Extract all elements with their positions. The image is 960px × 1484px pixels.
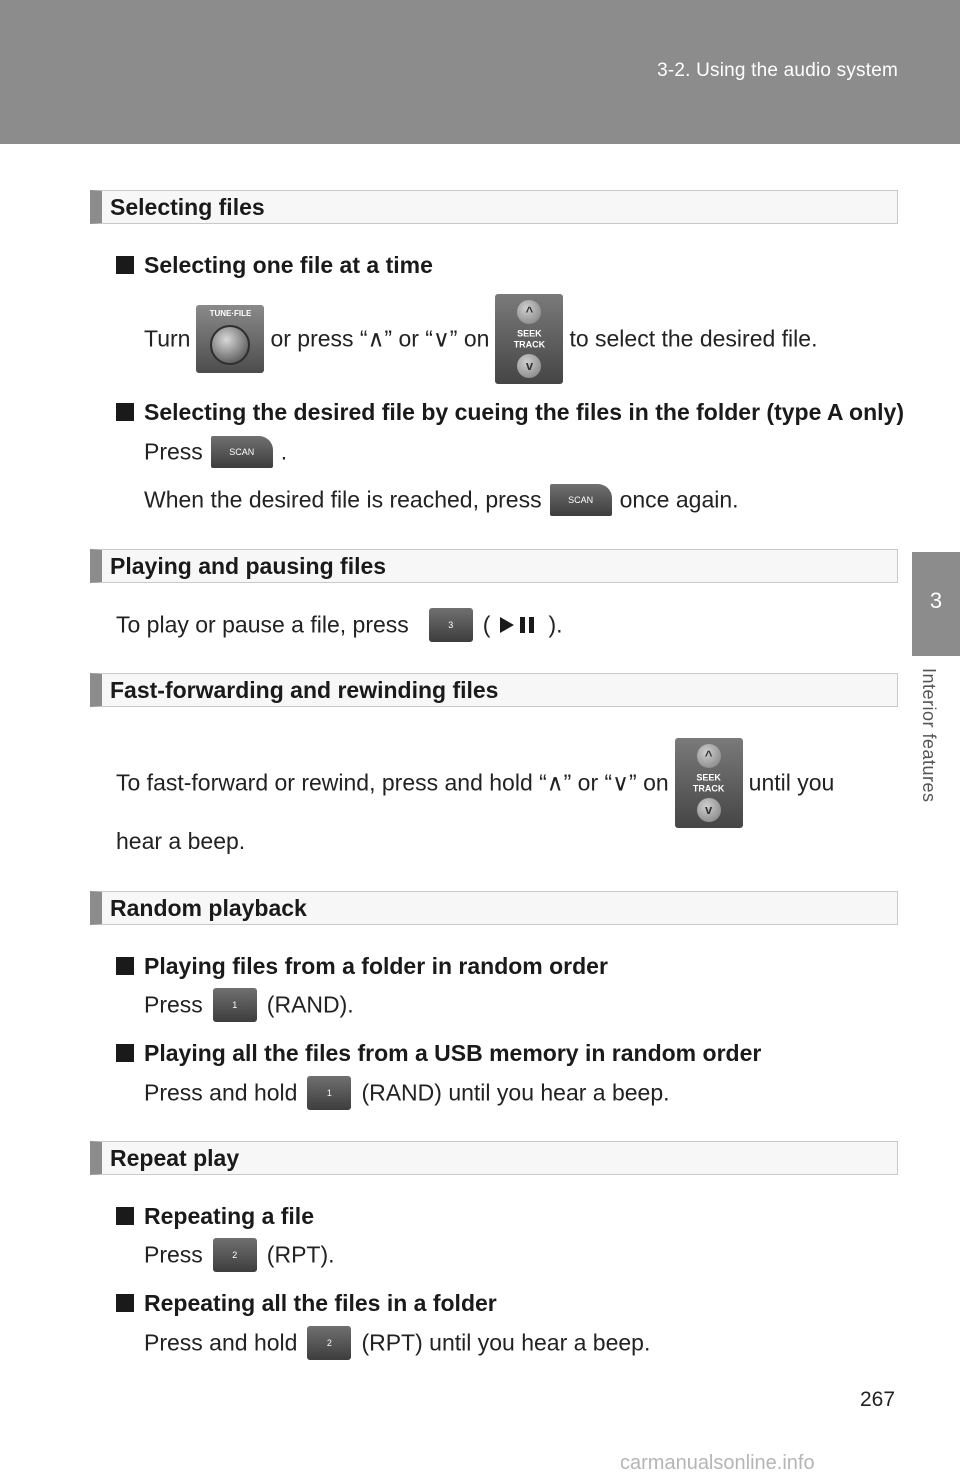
section-title: Fast-forwarding and rewinding files <box>110 677 499 703</box>
instruction-text: or press “∧” or “∨” on <box>270 325 490 352</box>
play-pause-icon <box>496 614 542 636</box>
instruction-text: (RPT). <box>266 1241 335 1268</box>
instruction-text: until you <box>748 769 835 796</box>
instruction-text: Press <box>144 1241 203 1268</box>
subheading-one-file <box>116 252 433 279</box>
section-selecting-files <box>90 190 898 224</box>
header-title: 3-2. Using the audio system <box>657 60 898 81</box>
preset-1-button-icon: 1 <box>213 988 257 1022</box>
preset-2-button-icon: 2 <box>213 1238 257 1272</box>
subheading-text: Repeating a file <box>144 1203 314 1229</box>
seek-track-button-icon <box>495 294 563 384</box>
instruction-rand-hold <box>144 1076 670 1110</box>
subheading-text: Selecting the desired file by cueing the files in the folder (type A only) <box>144 399 904 425</box>
section-title: Playing and pausing files <box>110 553 387 579</box>
tune-file-knob-icon <box>196 305 264 373</box>
instruction-text: Press <box>144 991 203 1018</box>
instruction-text: To play or pause a file, press <box>116 611 409 638</box>
subheading-random-usb <box>116 1040 761 1067</box>
subheading-repeat-folder <box>116 1290 497 1317</box>
seek-track-label: SEEK TRACK <box>513 328 546 350</box>
instruction-text: once again. <box>619 486 739 513</box>
instruction-rpt <box>144 1238 335 1272</box>
watermark: carmanualsonline.info <box>620 1452 815 1474</box>
instruction-play-pause <box>116 608 563 642</box>
section-title: Random playback <box>110 895 307 921</box>
knob-label: TUNE·FILE <box>209 309 252 318</box>
section-fast-forward-rewind <box>90 673 898 707</box>
page-number: 267 <box>860 1388 896 1411</box>
section-playing-pausing <box>90 549 898 583</box>
instruction-scan-again <box>144 484 739 516</box>
instruction-press-scan <box>144 436 287 468</box>
square-bullet-icon <box>116 1044 134 1062</box>
instruction-text: to select the desired file. <box>569 325 818 352</box>
instruction-rand <box>144 988 354 1022</box>
chapter-tab <box>912 552 960 656</box>
section-repeat-play <box>90 1141 898 1175</box>
instruction-text: (RAND). <box>266 991 354 1018</box>
preset-1-button-icon: 1 <box>307 1076 351 1110</box>
instruction-text: Press and hold <box>144 1079 298 1106</box>
chapter-number: 3 <box>929 588 943 613</box>
instruction-text: (RAND) until you hear a beep. <box>361 1079 670 1106</box>
chevron-up-icon: ^ <box>697 744 721 768</box>
section-title: Repeat play <box>110 1145 240 1171</box>
instruction-text: Press and hold <box>144 1329 298 1356</box>
instruction-text: (RPT) until you hear a beep. <box>361 1329 651 1356</box>
scan-button-icon: SCAN <box>550 484 612 516</box>
instruction-text: Turn <box>144 325 191 352</box>
seek-track-label: SEEK TRACK <box>692 772 725 794</box>
instruction-text: When the desired file is reached, press <box>144 486 542 513</box>
square-bullet-icon <box>116 957 134 975</box>
chapter-label: Interior features <box>919 668 939 803</box>
preset-3-button-icon: 3 <box>429 608 473 642</box>
instruction-text: . <box>280 438 288 465</box>
instruction-text: ). <box>548 611 563 638</box>
subheading-text: Repeating all the files in a folder <box>144 1290 497 1316</box>
subheading-cueing <box>116 399 904 426</box>
instruction-rpt-hold <box>144 1326 650 1360</box>
instruction-text: To fast-forward or rewind, press and hold “∧” or “∨” on <box>116 769 669 796</box>
square-bullet-icon <box>116 1294 134 1312</box>
chevron-up-icon: ^ <box>517 300 541 324</box>
subheading-repeat-file <box>116 1203 314 1230</box>
instruction-text: ( <box>482 611 491 638</box>
chevron-down-icon: v <box>697 798 721 822</box>
knob-dial <box>210 325 250 365</box>
instruction-hear-beep: hear a beep. <box>116 828 246 854</box>
section-title: Selecting files <box>110 194 265 220</box>
square-bullet-icon <box>116 1207 134 1225</box>
scan-button-icon: SCAN <box>211 436 273 468</box>
instruction-text: Press <box>144 438 203 465</box>
subheading-random-folder <box>116 953 608 980</box>
subheading-text: Selecting one file at a time <box>144 252 433 278</box>
chevron-down-icon: v <box>517 354 541 378</box>
seek-track-button-icon <box>675 738 743 828</box>
subheading-text: Playing files from a folder in random order <box>144 953 608 979</box>
subheading-text: Playing all the files from a USB memory in random order <box>144 1040 762 1066</box>
square-bullet-icon <box>116 256 134 274</box>
square-bullet-icon <box>116 403 134 421</box>
instruction-fast-forward <box>116 738 834 828</box>
section-random-playback <box>90 891 898 925</box>
preset-2-button-icon: 2 <box>307 1326 351 1360</box>
page-header <box>0 0 960 144</box>
instruction-turn-knob <box>144 294 817 384</box>
